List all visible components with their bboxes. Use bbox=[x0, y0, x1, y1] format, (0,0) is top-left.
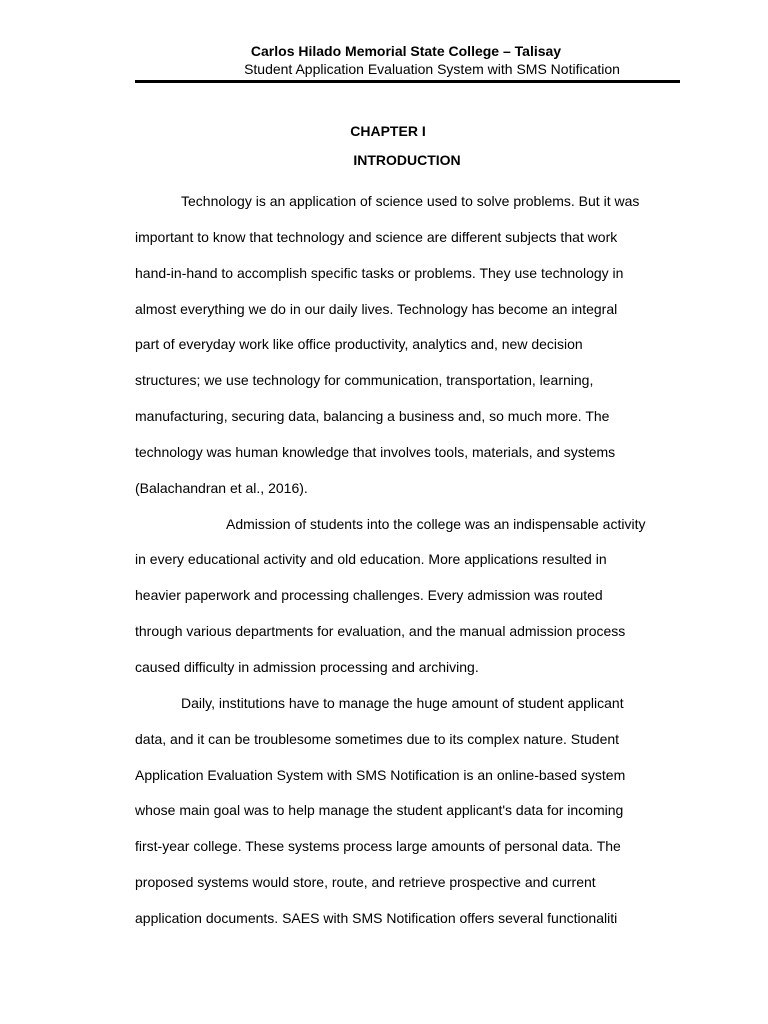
paragraph-1-line: technology was human knowledge that involves tools, materials, and systems bbox=[135, 443, 616, 460]
paragraph-2-line: heavier paperwork and processing challenges. Every admission was routed bbox=[135, 587, 603, 604]
header-institution-name: Carlos Hilado Memorial State College – Talisay bbox=[250, 43, 562, 59]
paragraph-1-line: important to know that technology and science are different subjects that work bbox=[135, 228, 618, 245]
paragraph-1-line: (Balachandran et al., 2016). bbox=[135, 479, 308, 496]
header-system-title: Student Application Evaluation System with SMS Notification bbox=[244, 61, 620, 77]
paragraph-1-line: part of everyday work like office productivity, analytics and, new decision bbox=[135, 336, 583, 353]
chapter-title: INTRODUCTION bbox=[353, 152, 461, 168]
paragraph-2-line: in every educational activity and old education. More applications resulted in bbox=[135, 551, 607, 568]
body-text bbox=[135, 184, 695, 937]
paragraph-1-line: manufacturing, securing data, balancing a business and, so much more. The bbox=[135, 408, 610, 425]
header-divider bbox=[135, 80, 680, 83]
paragraph-3-line: whose main goal was to help manage the student applicant's data for incoming bbox=[135, 802, 624, 819]
paragraph-3-line: Daily, institutions have to manage the huge amount of student applicant bbox=[181, 694, 624, 711]
paragraph-1-line: Technology is an application of science used to solve problems. But it was bbox=[181, 193, 640, 209]
paragraph-2-line: through various departments for evaluation, and the manual admission process bbox=[135, 623, 626, 640]
chapter-label: CHAPTER I bbox=[350, 123, 426, 139]
paragraph-1-line: structures; we use technology for communication, transportation, learning, bbox=[135, 372, 594, 389]
paragraph-2-line: Admission of students into the college was an indispensable activity bbox=[226, 515, 646, 532]
paragraph-1-line: almost everything we do in our daily lives. Technology has become an integral bbox=[135, 300, 618, 317]
paragraph-3-line: Application Evaluation System with SMS Notification is an online-based system bbox=[135, 766, 626, 783]
paragraph-2-line: caused difficulty in admission processing and archiving. bbox=[135, 658, 479, 675]
paragraph-3-line: proposed systems would store, route, and retrieve prospective and current bbox=[135, 874, 596, 891]
paragraph-3-line: application documents. SAES with SMS Notification offers several functionaliti bbox=[135, 909, 618, 926]
paragraph-1-line: hand-in-hand to accomplish specific tasks or problems. They use technology in bbox=[135, 264, 624, 281]
paragraph-3-line: first-year college. These systems process large amounts of personal data. The bbox=[135, 838, 621, 855]
paragraph-3-line: data, and it can be troublesome sometimes due to its complex nature. Student bbox=[135, 730, 620, 747]
